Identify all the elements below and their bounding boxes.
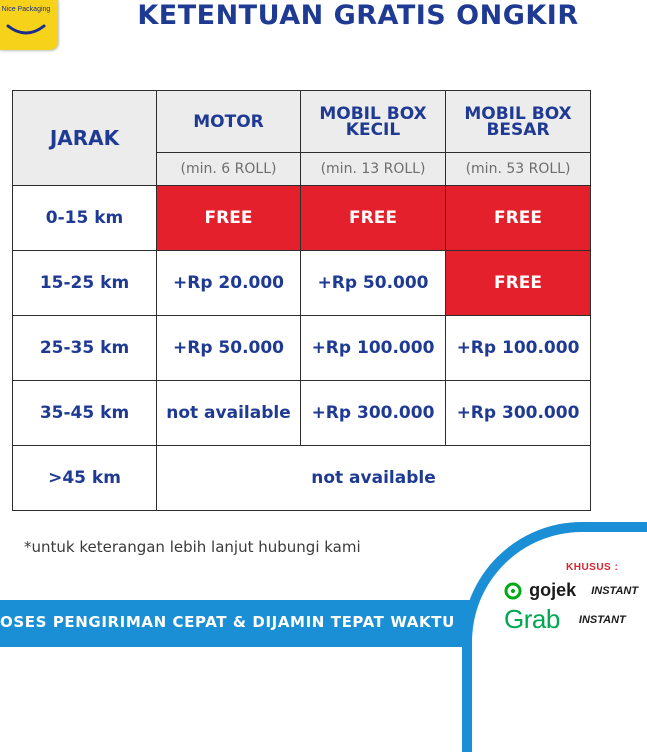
table-row <box>13 251 591 316</box>
price-cell: +Rp 20.000 <box>157 251 301 316</box>
logo-brand-text: Nice Packaging <box>1 6 51 13</box>
column-header-motor: MOTOR <box>157 91 301 153</box>
price-cell: FREE <box>446 186 591 251</box>
column-header-label: MOBIL BOX KECIL <box>319 103 427 140</box>
smile-icon <box>6 24 46 38</box>
shipping-rate-table <box>12 90 591 511</box>
instant-label: INSTANT <box>591 584 639 597</box>
min-roll-motor: (min. 6 ROLL) <box>157 153 301 186</box>
grab-label: Grab <box>504 604 560 634</box>
merged-not-available-cell: not available <box>157 446 591 511</box>
distance-cell: 35-45 km <box>13 381 157 446</box>
nice-packaging-logo <box>0 0 58 50</box>
column-header-mobil-box-besar <box>446 91 591 153</box>
table-row <box>13 316 591 381</box>
distance-cell: 25-35 km <box>13 316 157 381</box>
grab-instant-row <box>504 604 626 635</box>
page-title: KETENTUAN GRATIS ONGKIR <box>137 0 579 31</box>
price-cell: FREE <box>157 186 301 251</box>
partner-arc <box>462 522 647 752</box>
column-header-mobil-box-kecil <box>301 91 446 153</box>
min-roll-mobil-box-besar: (min. 53 ROLL) <box>446 153 591 186</box>
min-roll-mobil-box-kecil: (min. 13 ROLL) <box>301 153 446 186</box>
price-cell: +Rp 100.000 <box>301 316 446 381</box>
gojek-icon <box>504 582 522 600</box>
price-cell: +Rp 300.000 <box>446 381 591 446</box>
table-row <box>13 381 591 446</box>
gojek-instant-row <box>504 580 638 604</box>
price-cell: +Rp 100.000 <box>446 316 591 381</box>
jarak-header: JARAK <box>13 91 157 186</box>
price-cell: +Rp 50.000 <box>157 316 301 381</box>
instant-label: INSTANT <box>578 613 626 626</box>
table-row <box>13 186 591 251</box>
gojek-label: gojek <box>529 580 577 600</box>
banner-text: OSES PENGIRIMAN CEPAT & DIJAMIN TEPAT WAKTU <box>0 613 455 631</box>
price-cell: FREE <box>301 186 446 251</box>
price-cell: +Rp 50.000 <box>301 251 446 316</box>
distance-cell: 15-25 km <box>13 251 157 316</box>
price-cell: FREE <box>446 251 591 316</box>
khusus-label: KHUSUS : <box>566 562 619 573</box>
distance-cell: 0-15 km <box>13 186 157 251</box>
footnote: *untuk keterangan lebih lanjut hubungi kami <box>24 538 361 556</box>
table-row <box>13 446 591 511</box>
column-header-label: MOBIL BOX BESAR <box>464 103 572 140</box>
price-cell: not available <box>157 381 301 446</box>
price-cell: +Rp 300.000 <box>301 381 446 446</box>
distance-cell: >45 km <box>13 446 157 511</box>
